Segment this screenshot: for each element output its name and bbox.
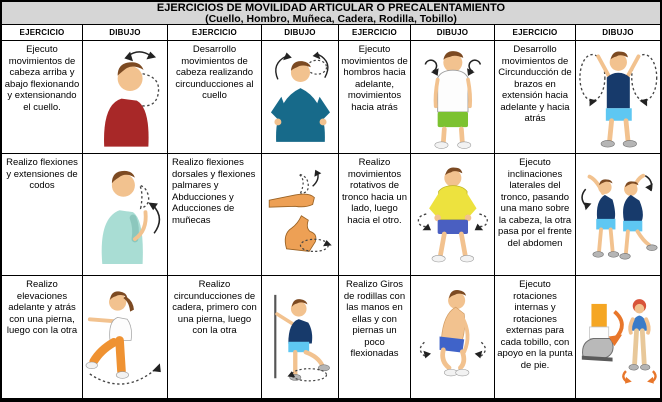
- shoulder-forward-back-figure: [413, 43, 493, 151]
- exercise-table: [2, 25, 660, 398]
- exercise-cell: Ejecuto movimientos de cabeza arriba y abajo flexionando y extensionando el cuello.: [2, 41, 82, 153]
- drawing-cell: [411, 276, 494, 398]
- exercise-cell: Realizo circunducciones de cadera, primero con una pierna, luego con la otra: [168, 276, 261, 398]
- ankle-rotation-figure: [578, 278, 659, 395]
- table-title-band: [2, 2, 660, 25]
- arm-circumduction-figure: [578, 43, 659, 151]
- drawing-cell: [576, 41, 660, 153]
- exercise-cell: Ejecuto rotaciones internas y rotaciones externas para cada tobillo, con apoyo en la punta de pie.: [495, 276, 575, 398]
- drawing-cell: [576, 276, 660, 398]
- exercise-cell: Desarrollo movimientos de Circunducción de brazos en extensión hacia adelante y hacia atrás: [495, 41, 575, 153]
- exercise-cell: Ejecuto inclinaciones laterales del tronco, pasando una mano sobre la cabeza, la otra pasa por el frente del abdomen: [495, 154, 575, 275]
- exercise-cell: Ejecuto movimientos de hombros hacia adelante, movimientos hacia atrás: [339, 41, 410, 153]
- drawing-cell: [83, 276, 167, 398]
- drawing-cell: [411, 41, 494, 153]
- drawing-cell: [83, 41, 167, 153]
- drawing-cell: [576, 154, 660, 275]
- exercise-cell: Realizo flexiones y extensiones de codos: [2, 154, 82, 275]
- exercise-cell: Realizo Giros de rodillas con las manos en ellas y con piernas un poco flexionadas: [339, 276, 410, 398]
- head-flexion-extension-figure: [85, 43, 166, 151]
- drawing-cell: [262, 154, 338, 275]
- exercise-cell: Realizo flexiones dorsales y flexiones palmares y Abducciones y Aducciones de muñecas: [168, 154, 261, 275]
- hip-circumduction-figure: [264, 278, 337, 395]
- drawing-cell: [83, 154, 167, 275]
- column-header-dibujo-3: DIBUJO: [411, 25, 494, 40]
- column-header-ejercicio-4: EJERCICIO: [495, 25, 575, 40]
- column-header-ejercicio-2: EJERCICIO: [168, 25, 261, 40]
- trunk-rotation-figure: [413, 156, 493, 272]
- exercise-cell: Realizo elevaciones adelante y atrás con una pierna, luego con la otra: [2, 276, 82, 398]
- column-header-dibujo-4: DIBUJO: [576, 25, 660, 40]
- leg-elevation-figure: [85, 278, 166, 395]
- wrist-flexion-hands-figure: [264, 156, 337, 272]
- exercise-cell: Desarrollo movimientos de cabeza realizando circunducciones al cuello: [168, 41, 261, 153]
- page-subtitle: (Cuello, Hombro, Muñeca, Cadera, Rodilla, Tobillo): [205, 13, 457, 25]
- knee-rotation-figure: [413, 278, 493, 395]
- page-title: EJERCICIOS DE MOVILIDAD ARTICULAR O PRECALENTAMIENTO: [156, 2, 506, 14]
- column-header-dibujo-2: DIBUJO: [262, 25, 338, 40]
- neck-circumduction-figure: [264, 43, 337, 151]
- trunk-lateral-inclination-figure: [578, 156, 659, 272]
- column-header-ejercicio-3: EJERCICIO: [339, 25, 410, 40]
- drawing-cell: [262, 276, 338, 398]
- drawing-cell: [411, 154, 494, 275]
- exercise-cell: Realizo movimientos rotativos de tronco hacia un lado, luego hacia el otro.: [339, 154, 410, 275]
- drawing-cell: [262, 41, 338, 153]
- elbow-flexion-extension-figure: [85, 156, 166, 272]
- column-header-dibujo-1: DIBUJO: [83, 25, 167, 40]
- column-header-ejercicio-1: EJERCICIO: [2, 25, 82, 40]
